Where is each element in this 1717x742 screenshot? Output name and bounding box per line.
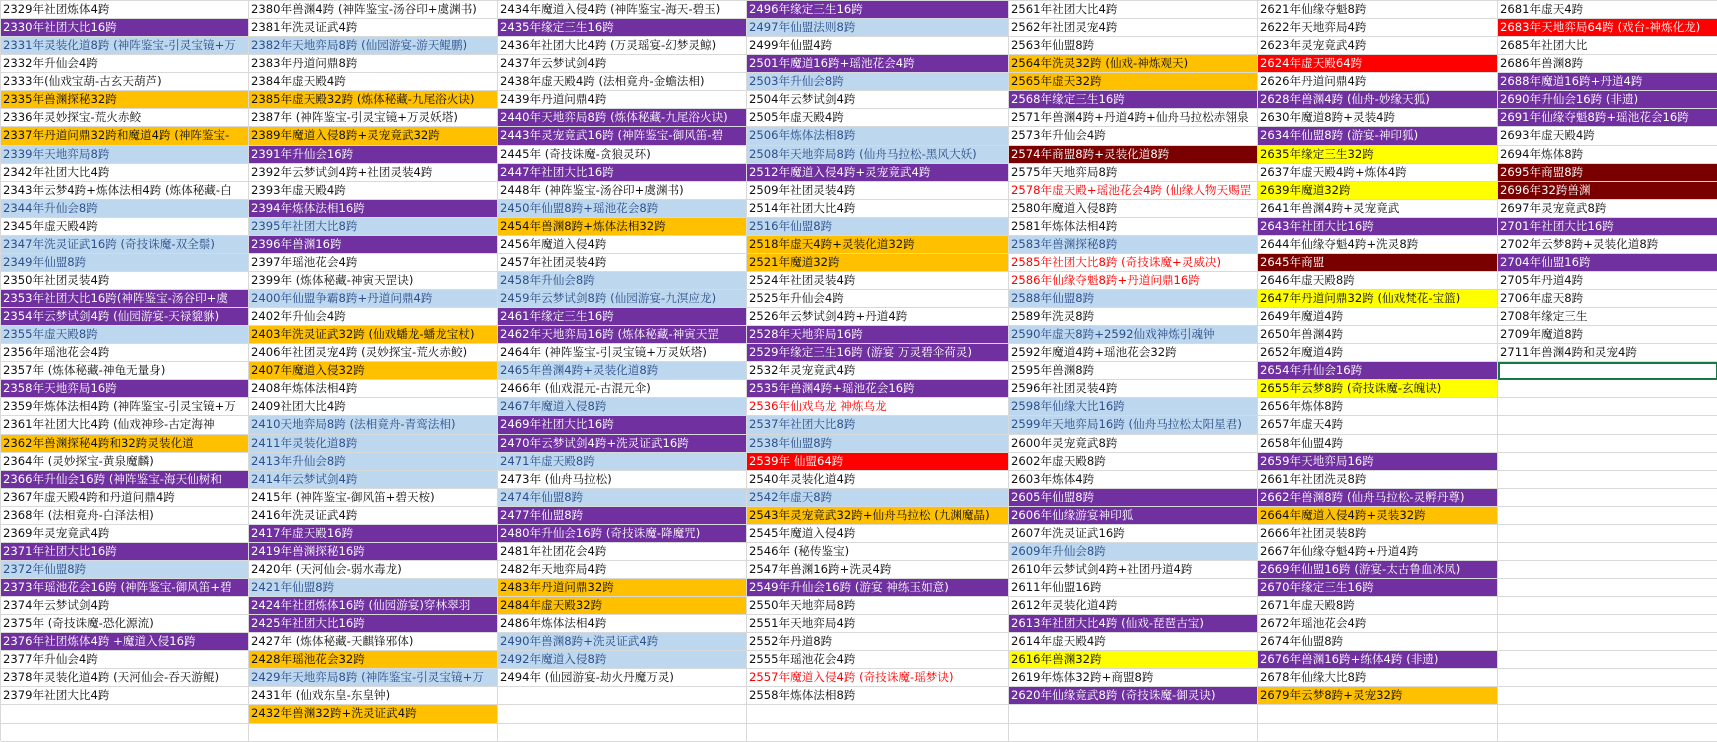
table-cell[interactable]: 2450年仙盟8跨+瑶池花会8跨 (498, 200, 747, 218)
table-cell[interactable]: 2366年升仙会16跨 (神阵鉴宝-海天仙树和 (1, 471, 249, 489)
table-cell[interactable]: 2590年虚天8跨+2592仙戏神炼引魂钟 (1009, 326, 1258, 344)
table-cell[interactable]: 2459年云梦试剑8跨 (仙园游宴-九溟应龙) (498, 290, 747, 308)
empty-cell[interactable] (1498, 579, 1717, 597)
table-cell[interactable]: 2469年社团大比16跨 (498, 416, 747, 434)
table-cell[interactable]: 2432年兽渊32跨+洗灵证武4跨 (249, 705, 498, 723)
table-cell[interactable]: 2411年灵装化道8跨 (249, 435, 498, 453)
table-cell[interactable]: 2624年虚天殿64跨 (1258, 55, 1498, 73)
empty-cell[interactable] (1498, 651, 1717, 669)
table-cell[interactable]: 2494年 (仙园游宴-劫火丹魔万灵) (498, 669, 747, 687)
table-cell[interactable]: 2410天地弈局8跨 (法相竟舟-青鸾法相) (249, 416, 498, 434)
table-cell[interactable]: 2706年虚天8跨 (1498, 290, 1717, 308)
table-cell[interactable]: 2605年仙盟8跨 (1009, 489, 1258, 507)
empty-cell[interactable] (1498, 380, 1717, 398)
table-cell[interactable]: 2667年仙缘夺魁4跨+丹道4跨 (1258, 543, 1498, 561)
table-cell[interactable]: 2620年仙缘竟武8跨 (奇技诛魔-御灵诀) (1009, 687, 1258, 705)
table-cell[interactable]: 2705年丹道4跨 (1498, 272, 1717, 290)
table-cell[interactable]: 2443年灵宠竟武16跨 (神阵鉴宝-御风笛-碧 (498, 127, 747, 145)
empty-cell[interactable] (1498, 525, 1717, 543)
table-cell[interactable]: 2417年虚天殿16跨 (249, 525, 498, 543)
table-cell[interactable]: 2421年仙盟8跨 (249, 579, 498, 597)
table-cell[interactable]: 2558年炼体法相8跨 (747, 687, 1009, 705)
empty-cell[interactable] (1498, 669, 1717, 687)
table-cell[interactable]: 2654年升仙会16跨 (1258, 362, 1498, 380)
table-cell[interactable]: 2691年仙缘夺魁8跨+瑶池花会16跨 (1498, 109, 1717, 127)
table-cell[interactable]: 2454年兽渊8跨+炼体法相32跨 (498, 218, 747, 236)
table-cell[interactable]: 2496年缘定三生16跨 (747, 1, 1009, 19)
table-cell[interactable]: 2331年灵装化道8跨 (神阵鉴宝-引灵宝镜+万 (1, 37, 249, 55)
table-cell[interactable]: 2375年 (奇技诛魔-恐化源流) (1, 615, 249, 633)
table-cell[interactable]: 2462年天地弈局16跨 (炼体秘藏-神寅天罡 (498, 326, 747, 344)
table-cell[interactable]: 2690年升仙会16跨 (非遗) (1498, 91, 1717, 109)
table-cell[interactable]: 2458年升仙会8跨 (498, 272, 747, 290)
table-cell[interactable]: 2603年炼体4跨 (1009, 471, 1258, 489)
table-cell[interactable]: 2445年 (奇技诛魔-贪狼灵环) (498, 146, 747, 164)
table-cell[interactable]: 2516年仙盟8跨 (747, 218, 1009, 236)
table-cell[interactable]: 2477年仙盟8跨 (498, 507, 747, 525)
table-cell[interactable]: 2456年魔道入侵4跨 (498, 236, 747, 254)
table-cell[interactable]: 2362年兽渊探秘4跨和32跨灵装化道 (1, 435, 249, 453)
table-cell[interactable]: 2416年洗灵证武4跨 (249, 507, 498, 525)
table-cell[interactable]: 2616年兽渊32跨 (1009, 651, 1258, 669)
empty-cell[interactable] (249, 724, 498, 742)
table-cell[interactable]: 2696年32跨兽渊 (1498, 182, 1717, 200)
table-cell[interactable]: 2630年魔道8跨+灵装4跨 (1258, 109, 1498, 127)
table-cell[interactable]: 2538年仙盟8跨 (747, 435, 1009, 453)
table-cell[interactable]: 2482年天地弈局4跨 (498, 561, 747, 579)
table-cell[interactable]: 2465年兽渊4跨+灵装化道8跨 (498, 362, 747, 380)
table-cell[interactable]: 2407年魔道入侵32跨 (249, 362, 498, 380)
empty-cell[interactable] (1498, 471, 1717, 489)
table-cell[interactable]: 2492年魔道入侵8跨 (498, 651, 747, 669)
table-cell[interactable]: 2649年魔道4跨 (1258, 308, 1498, 326)
table-cell[interactable]: 2595年兽渊8跨 (1009, 362, 1258, 380)
empty-cell[interactable] (1498, 489, 1717, 507)
empty-cell[interactable] (747, 724, 1009, 742)
table-cell[interactable]: 2379年社团大比4跨 (1, 687, 249, 705)
table-cell[interactable]: 2470年云梦试剑4跨+洗灵证武16跨 (498, 435, 747, 453)
table-cell[interactable]: 2393年虚天殿4跨 (249, 182, 498, 200)
table-cell[interactable]: 2702年云梦8跨+灵装化道8跨 (1498, 236, 1717, 254)
table-cell[interactable]: 2661年社团洗灵8跨 (1258, 471, 1498, 489)
table-cell[interactable]: 2504年云梦试剑4跨 (747, 91, 1009, 109)
empty-cell[interactable] (1498, 687, 1717, 705)
table-cell[interactable]: 2664年魔道入侵4跨+灵装32跨 (1258, 507, 1498, 525)
table-cell[interactable]: 2610年云梦试剑4跨+社团丹道4跨 (1009, 561, 1258, 579)
table-cell[interactable]: 2598年仙缘大比16跨 (1009, 398, 1258, 416)
table-cell[interactable]: 2552年丹道8跨 (747, 633, 1009, 651)
table-cell[interactable]: 2355年虚天殿8跨 (1, 326, 249, 344)
table-cell[interactable]: 2681年虚天4跨 (1498, 1, 1717, 19)
table-cell[interactable]: 2693年虚天殿4跨 (1498, 127, 1717, 145)
empty-cell[interactable] (1498, 453, 1717, 471)
table-cell[interactable]: 2694年炼体8跨 (1498, 146, 1717, 164)
table-cell[interactable]: 2521年魔道32跨 (747, 254, 1009, 272)
table-cell[interactable]: 2573年升仙会4跨 (1009, 127, 1258, 145)
table-cell[interactable]: 2481年社团花会4跨 (498, 543, 747, 561)
table-cell[interactable]: 2503年升仙会8跨 (747, 73, 1009, 91)
table-cell[interactable]: 2697年灵宠竟武8跨 (1498, 200, 1717, 218)
table-cell[interactable]: 2686年兽渊8跨 (1498, 55, 1717, 73)
table-cell[interactable]: 2565年虚天32跨 (1009, 73, 1258, 91)
table-cell[interactable]: 2626年丹道问鼎4跨 (1258, 73, 1498, 91)
table-cell[interactable]: 2385年虚天殿32跨 (炼体秘藏-九尾浴火诀) (249, 91, 498, 109)
table-cell[interactable]: 2361年社团大比4跨 (仙戏神珍-古定海神 (1, 416, 249, 434)
table-cell[interactable]: 2367年虚天殿4跨和丹道问鼎4跨 (1, 489, 249, 507)
table-cell[interactable]: 2662年兽渊8跨 (仙舟马拉松-灵孵丹尊) (1258, 489, 1498, 507)
table-cell[interactable]: 2611年仙盟16跨 (1009, 579, 1258, 597)
table-cell[interactable]: 2392年云梦试剑4跨+社团灵装4跨 (249, 164, 498, 182)
table-cell[interactable]: 2535年兽渊4跨+瑶池花会16跨 (747, 380, 1009, 398)
table-cell[interactable]: 2399年 (炼体秘藏-神寅天罡诀) (249, 272, 498, 290)
table-cell[interactable]: 2623年灵宠竟武4跨 (1258, 37, 1498, 55)
table-cell[interactable]: 2424年社团炼体16跨 (仙园游宴)穿林翠羽 (249, 597, 498, 615)
table-cell[interactable]: 2580年魔道入侵8跨 (1009, 200, 1258, 218)
table-cell[interactable]: 2600年灵宠竟武8跨 (1009, 435, 1258, 453)
table-cell[interactable]: 2676年兽渊16跨+练体4跨 (非遗) (1258, 651, 1498, 669)
table-cell[interactable]: 2347年洗灵证武16跨 (奇技诛魔-双全鬃) (1, 236, 249, 254)
table-cell[interactable]: 2499年仙盟4跨 (747, 37, 1009, 55)
table-cell[interactable]: 2343年云梦4跨+炼体法相4跨 (炼体秘藏-白 (1, 182, 249, 200)
table-cell[interactable]: 2490年兽渊8跨+洗灵证武4跨 (498, 633, 747, 651)
table-cell[interactable]: 2639年魔道32跨 (1258, 182, 1498, 200)
table-cell[interactable]: 2509年社团灵装4跨 (747, 182, 1009, 200)
empty-cell[interactable] (1498, 633, 1717, 651)
table-cell[interactable]: 2678年仙缘大比8跨 (1258, 669, 1498, 687)
table-cell[interactable]: 2592年魔道4跨+瑶池花会32跨 (1009, 344, 1258, 362)
table-cell[interactable]: 2586年仙缘夺魁8跨+丹道问鼎16跨 (1009, 272, 1258, 290)
table-cell[interactable]: 2585年社团大比8跨 (奇技诛魔+灵威决) (1009, 254, 1258, 272)
table-cell[interactable]: 2402年升仙会4跨 (249, 308, 498, 326)
table-cell[interactable]: 2373年瑶池花会16跨 (神阵鉴宝-御风笛+碧 (1, 579, 249, 597)
table-cell[interactable]: 2621年仙缘夺魁8跨 (1258, 1, 1498, 19)
table-cell[interactable]: 2380年兽渊4跨 (神阵鉴宝-汤谷印+虞渊书) (249, 1, 498, 19)
table-cell[interactable]: 2461年缘定三生16跨 (498, 308, 747, 326)
table-cell[interactable]: 2536年仙戏乌龙 神炼乌龙 (747, 398, 1009, 416)
table-cell[interactable]: 2353年社团大比16跨(神阵鉴宝-汤谷印+虞 (1, 290, 249, 308)
empty-cell[interactable] (1498, 724, 1717, 742)
table-cell[interactable]: 2532年灵宠竟武4跨 (747, 362, 1009, 380)
table-cell[interactable]: 2466年 (仙戏混元-古混元伞) (498, 380, 747, 398)
table-cell[interactable]: 2332年升仙会4跨 (1, 55, 249, 73)
table-cell[interactable]: 2589年洗灵8跨 (1009, 308, 1258, 326)
table-cell[interactable]: 2613年社团大比4跨 (仙戏-琵琶古宝) (1009, 615, 1258, 633)
table-cell[interactable]: 2439年丹道问鼎4跨 (498, 91, 747, 109)
empty-cell[interactable] (747, 705, 1009, 723)
table-cell[interactable]: 2427年 (炼体秘藏-天麒锋邪体) (249, 633, 498, 651)
table-cell[interactable]: 2512年魔道入侵4跨+灵宠竟武4跨 (747, 164, 1009, 182)
table-cell[interactable]: 2397年瑶池花会4跨 (249, 254, 498, 272)
table-cell[interactable]: 2634年仙盟8跨 (游宴-神印狐) (1258, 127, 1498, 145)
table-cell[interactable]: 2505年虚天殿4跨 (747, 109, 1009, 127)
table-cell[interactable]: 2547年兽渊16跨+洗灵4跨 (747, 561, 1009, 579)
table-cell[interactable]: 2378年灵装化道4跨 (天河仙会-吞天游鲲) (1, 669, 249, 687)
table-cell[interactable]: 2609年升仙会8跨 (1009, 543, 1258, 561)
table-cell[interactable]: 2575年天地弈局8跨 (1009, 164, 1258, 182)
empty-cell[interactable] (1498, 615, 1717, 633)
empty-cell[interactable] (1498, 543, 1717, 561)
empty-cell[interactable] (1498, 416, 1717, 434)
table-cell[interactable]: 2419年兽渊探秘16跨 (249, 543, 498, 561)
table-cell[interactable]: 2646年虚天殿8跨 (1258, 272, 1498, 290)
table-cell[interactable]: 2670年缘定三生16跨 (1258, 579, 1498, 597)
table-cell[interactable]: 2414年云梦试剑4跨 (249, 471, 498, 489)
table-cell[interactable]: 2464年 (神阵鉴宝-引灵宝镜+万灵妖塔) (498, 344, 747, 362)
table-cell[interactable]: 2368年 (法相竟舟-白泽法相) (1, 507, 249, 525)
table-cell[interactable]: 2537年社团大比8跨 (747, 416, 1009, 434)
table-cell[interactable]: 2486年炼体法相4跨 (498, 615, 747, 633)
table-cell[interactable]: 2542年虚天8跨 (747, 489, 1009, 507)
table-cell[interactable]: 2342年社团大比4跨 (1, 164, 249, 182)
table-cell[interactable]: 2339年天地弈局8跨 (1, 146, 249, 164)
table-cell[interactable]: 2528年天地弈局16跨 (747, 326, 1009, 344)
table-cell[interactable]: 2683年天地弈局64跨 (戏台-神炼化龙) (1498, 19, 1717, 37)
table-cell[interactable]: 2448年 (神阵鉴宝-汤谷印+虞渊书) (498, 182, 747, 200)
table-cell[interactable]: 2364年 (灵妙探宝-黄泉魔麟) (1, 453, 249, 471)
table-cell[interactable]: 2551年天地弈局4跨 (747, 615, 1009, 633)
table-cell[interactable]: 2549年升仙会16跨 (游宴 神练玉如意) (747, 579, 1009, 597)
table-cell[interactable]: 2679年云梦8跨+灵宠32跨 (1258, 687, 1498, 705)
table-cell[interactable]: 2607年洗灵证武16跨 (1009, 525, 1258, 543)
table-cell[interactable]: 2435年缘定三生16跨 (498, 19, 747, 37)
table-cell[interactable]: 2359年炼体法相4跨 (神阵鉴宝-引灵宝镜+万 (1, 398, 249, 416)
table-cell[interactable]: 2403年洗灵证武32跨 (仙戏蟠龙-蟠龙宝杖) (249, 326, 498, 344)
table-cell[interactable]: 2539年 仙盟64跨 (747, 453, 1009, 471)
table-cell[interactable]: 2396年兽渊16跨 (249, 236, 498, 254)
table-cell[interactable]: 2384年虚天殿4跨 (249, 73, 498, 91)
table-cell[interactable]: 2337年丹道问鼎32跨和魔道4跨 (神阵鉴宝- (1, 127, 249, 145)
table-cell[interactable]: 2497年仙盟法则8跨 (747, 19, 1009, 37)
table-cell[interactable]: 2596年社团灵装4跨 (1009, 380, 1258, 398)
table-cell[interactable]: 2669年仙盟16跨 (游宴-太古鲁血冰凤) (1258, 561, 1498, 579)
empty-cell[interactable] (498, 705, 747, 723)
table-cell[interactable]: 2440年天地弈局8跨 (炼体秘藏-九尾浴火诀) (498, 109, 747, 127)
empty-cell[interactable] (1498, 705, 1717, 723)
table-cell[interactable]: 2614年虚天殿4跨 (1009, 633, 1258, 651)
table-cell[interactable]: 2524年社团灵装4跨 (747, 272, 1009, 290)
table-cell[interactable]: 2371年社团大比16跨 (1, 543, 249, 561)
table-cell[interactable]: 2382年天地弈局8跨 (仙园游宴-游天鲲鹏) (249, 37, 498, 55)
table-cell[interactable]: 2695年商盟8跨 (1498, 164, 1717, 182)
table-cell[interactable]: 2655年云梦8跨 (奇技诛魔-玄魄诀) (1258, 380, 1498, 398)
table-cell[interactable]: 2429年天地弈局8跨 (神阵鉴宝-引灵宝镜+万 (249, 669, 498, 687)
table-cell[interactable]: 2647年丹道问鼎32跨 (仙戏梵花-宝篮) (1258, 290, 1498, 308)
table-cell[interactable]: 2599年天地弈局16跨 (仙舟马拉松太阳星君) (1009, 416, 1258, 434)
table-cell[interactable]: 2508年天地弈局8跨 (仙舟马拉松-黑风大妖) (747, 146, 1009, 164)
table-cell[interactable]: 2628年兽渊4跨 (仙舟-妙缘天狐) (1258, 91, 1498, 109)
table-cell[interactable]: 2674年仙盟8跨 (1258, 633, 1498, 651)
table-cell[interactable]: 2394年炼体法相16跨 (249, 200, 498, 218)
table-cell[interactable]: 2330年社团大比16跨 (1, 19, 249, 37)
table-cell[interactable]: 2637年虚天殿4跨+炼体4跨 (1258, 164, 1498, 182)
table-cell[interactable]: 2471年虚天殿8跨 (498, 453, 747, 471)
empty-cell[interactable] (1498, 398, 1717, 416)
table-cell[interactable]: 2656年炼体8跨 (1258, 398, 1498, 416)
table-cell[interactable]: 2345年虚天殿4跨 (1, 218, 249, 236)
table-cell[interactable]: 2389年魔道入侵8跨+灵宠竟武32跨 (249, 127, 498, 145)
empty-cell[interactable] (1258, 724, 1498, 742)
table-cell[interactable]: 2657年虚天4跨 (1258, 416, 1498, 434)
table-cell[interactable]: 2514年社团大比4跨 (747, 200, 1009, 218)
table-cell[interactable]: 2415年 (神阵鉴宝-御风笛+碧天桉) (249, 489, 498, 507)
table-cell[interactable]: 2543年灵宠竟武32跨+仙舟马拉松 (九渊魔晶) (747, 507, 1009, 525)
table-cell[interactable]: 2562年社团灵宠4跨 (1009, 19, 1258, 37)
table-cell[interactable]: 2425年社团大比16跨 (249, 615, 498, 633)
table-cell[interactable]: 2329年社团炼体4跨 (1, 1, 249, 19)
table-cell[interactable]: 2709年魔道8跨 (1498, 326, 1717, 344)
table-cell[interactable]: 2506年炼体法相8跨 (747, 127, 1009, 145)
table-cell[interactable]: 2437年云梦试剑4跨 (498, 55, 747, 73)
empty-cell[interactable] (498, 687, 747, 705)
table-cell[interactable]: 2550年天地弈局8跨 (747, 597, 1009, 615)
table-cell[interactable]: 2434年魔道入侵4跨 (神阵鉴宝-海天-碧玉) (498, 1, 747, 19)
table-cell[interactable]: 2545年魔道入侵4跨 (747, 525, 1009, 543)
table-cell[interactable]: 2372年仙盟8跨 (1, 561, 249, 579)
table-cell[interactable]: 2377年升仙会4跨 (1, 651, 249, 669)
table-cell[interactable]: 2484年虚天殿32跨 (498, 597, 747, 615)
table-cell[interactable]: 2431年 (仙戏东皇-东皇钟) (249, 687, 498, 705)
table-cell[interactable]: 2480年升仙会16跨 (奇技诛魔-降魔咒) (498, 525, 747, 543)
table-cell[interactable]: 2581年炼体法相4跨 (1009, 218, 1258, 236)
table-cell[interactable]: 2395年社团大比8跨 (249, 218, 498, 236)
table-cell[interactable]: 2336年灵妙探宝-荒火赤鲛 (1, 109, 249, 127)
table-cell[interactable]: 2354年云梦试剑4跨 (仙园游宴-天禄貔貅) (1, 308, 249, 326)
table-cell[interactable]: 2413年升仙会8跨 (249, 453, 498, 471)
table-cell[interactable]: 2641年兽渊4跨+灵宠竟武 (1258, 200, 1498, 218)
table-cell[interactable]: 2349年仙盟8跨 (1, 254, 249, 272)
empty-cell[interactable] (1009, 724, 1258, 742)
table-cell[interactable]: 2568年缘定三生16跨 (1009, 91, 1258, 109)
table-cell[interactable]: 2546年 (秘传鉴宝) (747, 543, 1009, 561)
table-cell[interactable]: 2672年瑶池花会4跨 (1258, 615, 1498, 633)
table-cell[interactable]: 2409社团大比4跨 (249, 398, 498, 416)
table-cell[interactable]: 2357年 (炼体秘藏-神龟无量身) (1, 362, 249, 380)
table-cell[interactable]: 2578年虚天殿+瑶池花会4跨 (仙缘人物天赐罡 (1009, 182, 1258, 200)
table-cell[interactable]: 2564年洗灵32跨 (仙戏-神炼观天) (1009, 55, 1258, 73)
table-cell[interactable]: 2555年瑶池花会4跨 (747, 651, 1009, 669)
table-cell[interactable]: 2428年瑶池花会32跨 (249, 651, 498, 669)
table-cell[interactable]: 2652年魔道4跨 (1258, 344, 1498, 362)
table-cell[interactable]: 2612年灵装化道4跨 (1009, 597, 1258, 615)
table-cell[interactable]: 2602年虚天殿8跨 (1009, 453, 1258, 471)
empty-cell[interactable] (1498, 362, 1717, 380)
empty-cell[interactable] (1498, 435, 1717, 453)
table-cell[interactable]: 2574年商盟8跨+灵装化道8跨 (1009, 146, 1258, 164)
table-cell[interactable]: 2406年社团灵宠4跨 (灵妙探宝-荒火赤鲛) (249, 344, 498, 362)
table-cell[interactable]: 2606年仙缘游宴神印狐 (1009, 507, 1258, 525)
table-cell[interactable]: 2671年虚天殿8跨 (1258, 597, 1498, 615)
empty-cell[interactable] (1498, 507, 1717, 525)
table-cell[interactable]: 2645年商盟 (1258, 254, 1498, 272)
table-cell[interactable]: 2381年洗灵证武4跨 (249, 19, 498, 37)
table-cell[interactable]: 2400年仙盟争霸8跨+丹道问鼎4跨 (249, 290, 498, 308)
table-cell[interactable]: 2525年升仙会4跨 (747, 290, 1009, 308)
table-cell[interactable]: 2369年灵宠竟武4跨 (1, 525, 249, 543)
table-cell[interactable]: 2666年社团灵装8跨 (1258, 525, 1498, 543)
empty-cell[interactable] (1009, 705, 1258, 723)
table-cell[interactable]: 2563年仙盟8跨 (1009, 37, 1258, 55)
table-cell[interactable]: 2408年炼体法相4跨 (249, 380, 498, 398)
table-cell[interactable]: 2333年(仙戏宝葫-古玄天葫芦) (1, 73, 249, 91)
table-cell[interactable]: 2583年兽渊探秘8跨 (1009, 236, 1258, 254)
table-cell[interactable]: 2344年升仙会8跨 (1, 200, 249, 218)
table-cell[interactable]: 2467年魔道入侵8跨 (498, 398, 747, 416)
table-cell[interactable]: 2650年兽渊4跨 (1258, 326, 1498, 344)
table-cell[interactable]: 2526年云梦试剑4跨+丹道4跨 (747, 308, 1009, 326)
table-cell[interactable]: 2704年仙盟16跨 (1498, 254, 1717, 272)
table-cell[interactable]: 2529年缘定三生16跨 (游宴 万灵碧伞荷灵) (747, 344, 1009, 362)
table-cell[interactable]: 2374年云梦试剑4跨 (1, 597, 249, 615)
empty-cell[interactable] (1258, 705, 1498, 723)
table-cell[interactable]: 2447年社团大比16跨 (498, 164, 747, 182)
table-cell[interactable]: 2685年社团大比 (1498, 37, 1717, 55)
table-cell[interactable]: 2483年丹道问鼎32跨 (498, 579, 747, 597)
table-cell[interactable]: 2391年升仙会16跨 (249, 146, 498, 164)
empty-cell[interactable] (1498, 597, 1717, 615)
table-cell[interactable]: 2356年瑶池花会4跨 (1, 344, 249, 362)
table-cell[interactable]: 2659年天地弈局16跨 (1258, 453, 1498, 471)
table-cell[interactable]: 2688年魔道16跨+丹道4跨 (1498, 73, 1717, 91)
empty-cell[interactable] (1498, 561, 1717, 579)
empty-cell[interactable] (498, 724, 747, 742)
empty-cell[interactable] (1, 705, 249, 723)
table-cell[interactable]: 2708年缘定三生 (1498, 308, 1717, 326)
table-cell[interactable]: 2701年社团大比16跨 (1498, 218, 1717, 236)
table-cell[interactable]: 2387年 (神阵鉴宝-引灵宝镜+万灵妖塔) (249, 109, 498, 127)
table-cell[interactable]: 2557年魔道入侵4跨 (奇技诛魔-瑶梦诀) (747, 669, 1009, 687)
table-cell[interactable]: 2619年炼体32跨+商盟8跨 (1009, 669, 1258, 687)
table-cell[interactable]: 2376年社团炼体4跨 +魔道入侵16跨 (1, 633, 249, 651)
table-cell[interactable]: 2561年社团大比4跨 (1009, 1, 1258, 19)
table-cell[interactable]: 2383年丹道问鼎8跨 (249, 55, 498, 73)
table-cell[interactable]: 2436年社团大比4跨 (万灵瑶宴-幻梦灵鲸) (498, 37, 747, 55)
table-cell[interactable]: 2711年兽渊4跨和灵宠4跨 (1498, 344, 1717, 362)
table-cell[interactable]: 2644年仙缘夺魁4跨+洗灵8跨 (1258, 236, 1498, 254)
table-cell[interactable]: 2358年天地弈局16跨 (1, 380, 249, 398)
table-cell[interactable]: 2350年社团灵装4跨 (1, 272, 249, 290)
table-cell[interactable]: 2622年天地弈局4跨 (1258, 19, 1498, 37)
table-cell[interactable]: 2473年 (仙舟马拉松) (498, 471, 747, 489)
table-cell[interactable]: 2588年仙盟8跨 (1009, 290, 1258, 308)
table-cell[interactable]: 2643年社团大比16跨 (1258, 218, 1498, 236)
table-cell[interactable]: 2420年 (天河仙会-弱水毒龙) (249, 561, 498, 579)
table-cell[interactable]: 2635年缘定三生32跨 (1258, 146, 1498, 164)
empty-cell[interactable] (1, 724, 249, 742)
table-cell[interactable]: 2457年社团灵装4跨 (498, 254, 747, 272)
table-cell[interactable]: 2335年兽渊探秘32跨 (1, 91, 249, 109)
table-cell[interactable]: 2474年仙盟8跨 (498, 489, 747, 507)
table-cell[interactable]: 2501年魔道16跨+瑶池花会4跨 (747, 55, 1009, 73)
table-cell[interactable]: 2540年灵装化道4跨 (747, 471, 1009, 489)
table-cell[interactable]: 2518年虚天4跨+灵装化道32跨 (747, 236, 1009, 254)
table-cell[interactable]: 2571年兽渊4跨+丹道4跨+仙舟马拉松赤翎泉 (1009, 109, 1258, 127)
table-cell[interactable]: 2658年仙盟4跨 (1258, 435, 1498, 453)
table-cell[interactable]: 2438年虚天殿4跨 (法相竟舟-金蟾法相) (498, 73, 747, 91)
